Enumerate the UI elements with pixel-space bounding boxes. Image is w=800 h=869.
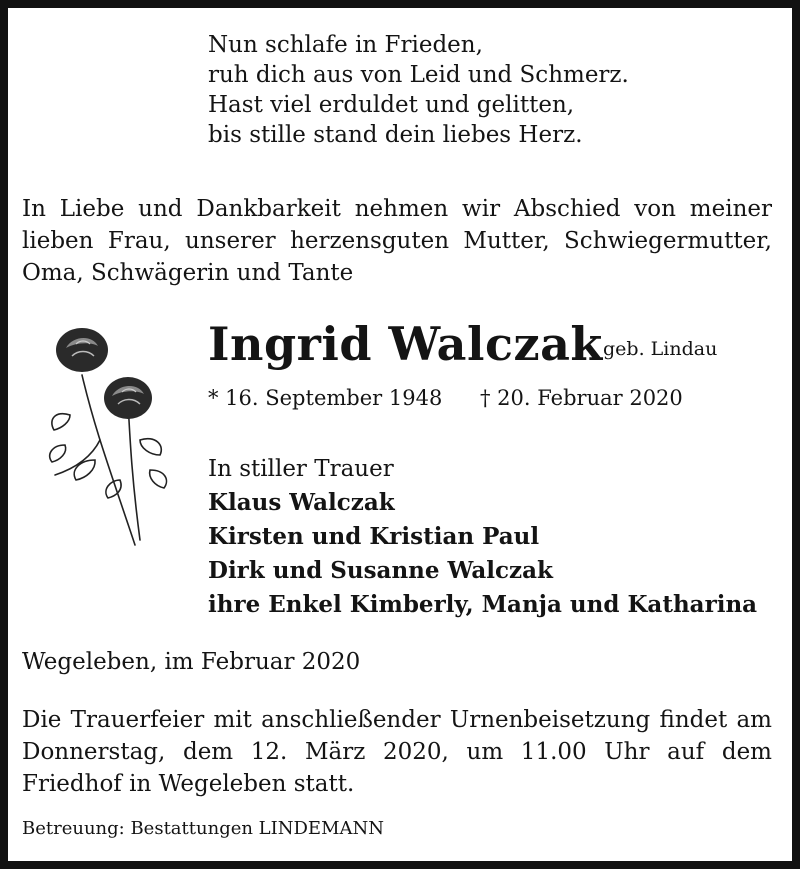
poem (208, 30, 629, 150)
poem-line: bis stille stand dein liebes Herz. (208, 122, 583, 148)
maiden-name: geb. Lindau (603, 338, 718, 360)
mourner-name: ihre Enkel Kimberly, Manja und Katharina (208, 591, 758, 618)
mourner-name: Dirk und Susanne Walczak (208, 557, 553, 584)
poem-line: Nun schlafe in Frieden, (208, 32, 483, 58)
poem-line: ruh dich aus von Leid und Schmerz. (208, 62, 629, 88)
rose-illustration-icon (40, 320, 180, 560)
undertaker: Betreuung: Bestattungen LINDEMANN (22, 818, 384, 839)
ceremony-text: Die Trauerfeier mit anschließender Urnenbeisetzung findet am Donnerstag, dem 12. März 2020, um 11.00 Uhr auf dem Friedhof in Wegeleben statt. (22, 707, 772, 797)
intro-text: In Liebe und Dankbarkeit nehmen wir Abschied von meiner lieben Frau, unserer herzensguten Mutter, Schwiegermutter, Oma, Schwägerin und Tante (22, 196, 772, 286)
mourners-heading: In stiller Trauer (208, 456, 394, 482)
mourners-block (208, 452, 757, 622)
birth-date: * 16. September 1948 (208, 386, 443, 410)
poem-line: Hast viel erduldet und gelitten, (208, 92, 575, 118)
death-date: † 20. Februar 2020 (480, 386, 683, 410)
mourner-name: Klaus Walczak (208, 489, 395, 516)
mourner-name: Kirsten und Kristian Paul (208, 523, 540, 550)
deceased-name: Ingrid Walczak (208, 317, 603, 371)
place-date: Wegeleben, im Februar 2020 (22, 649, 361, 675)
